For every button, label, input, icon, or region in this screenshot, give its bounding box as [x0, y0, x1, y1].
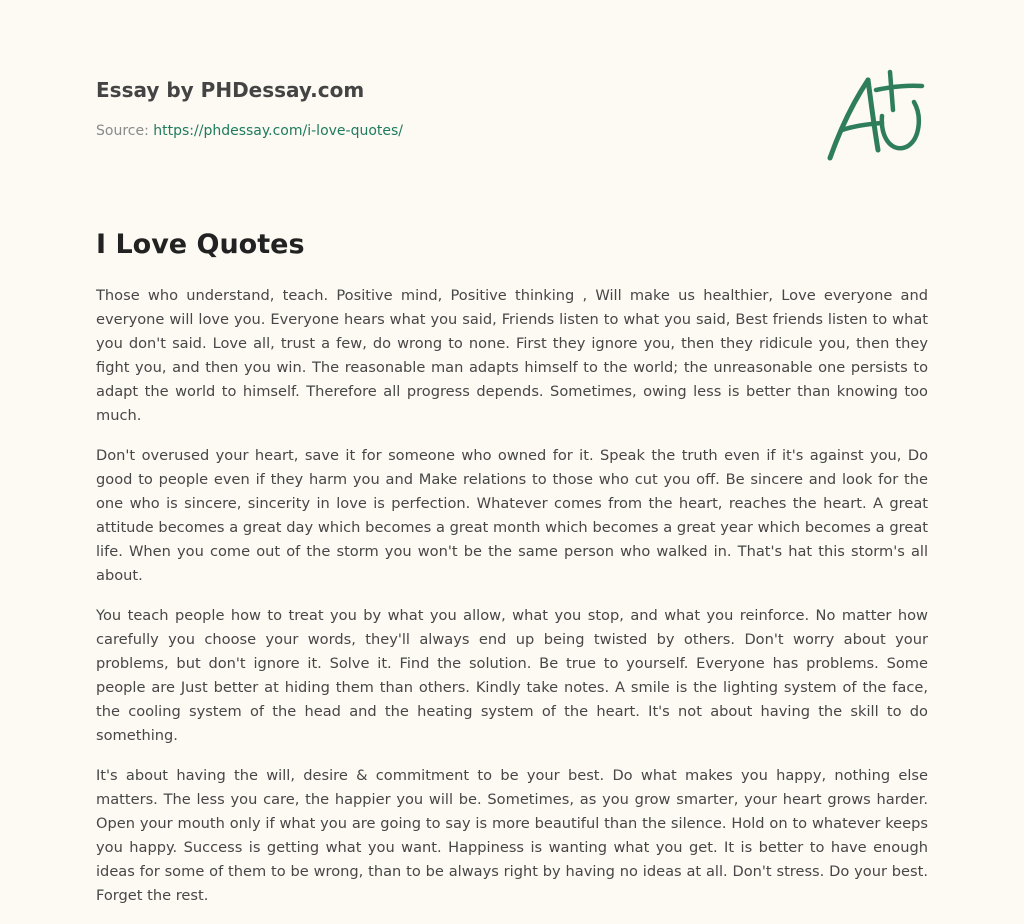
paragraph: You teach people how to treat you by what you allow, what you stop, and what you reinforce. No matter how carefully you choose your words, they'll always end up being twisted by others. Don't worry about your problems, but don't ignore it. Solve it. Find the solution. Be true to yourself. Everyone has problems. Some people are Just better at hiding them than others. Kindly take notes. A smile is the lighting system of the face, the cooling system of the head and the heating system of the heart. It's not about having the skill to do something. — [96, 607, 928, 744]
essay-title: I Love Quotes — [96, 229, 305, 260]
brand-title: Essay by PHDessay.com — [96, 78, 365, 102]
source-link[interactable]: https://phdessay.com/i-love-quotes/ — [153, 123, 404, 139]
paragraph: It's about having the will, desire & commitment to be your best. Do what makes you happy, nothing else matters. The less you care, the happier you will be. Sometimes, as you grow smarter, your heart grows harder. Open your mouth only if what you are going to say is more beautiful than the silence. Hold on to whatever keeps you happy. Success is getting what you want. Happiness is wanting what you get. It is better to have enough ideas for some of them to be wrong, than to be always right by having no ideas at all. Don't stress. Do your best. Forget the rest. — [96, 767, 928, 904]
paragraph: Don't overused your heart, save it for someone who owned for it. Speak the truth even if it's against you, Do good to people even if they harm you and Make relations to those who cut you off. Be sincere and look for the one who is sincere, sincerity in love is perfection. Whatever comes from the heart, reaches the heart. A great attitude becomes a great day which becomes a great month which becomes a great year which becomes a great life. When you come out of the storm you won't be the same person who walked in. That's hat this storm's all about. — [96, 447, 928, 584]
source-label: Source: — [96, 123, 149, 139]
essay-body — [96, 284, 928, 924]
document-header — [96, 76, 696, 140]
a-plus-grade-icon — [822, 68, 930, 166]
source-line — [96, 122, 696, 140]
paragraph: Those who understand, teach. Positive mind, Positive thinking , Will make us healthier, Love everyone and everyone will love you. Everyone hears what you said, Friends listen to what you said, Best friends listen to what you don't said. Love all, trust a few, do wrong to none. First they ignore you, then they ridicule you, then they fight you, and then you win. The reasonable man adapts himself to the world; the unreasonable one persists to adapt the world to himself. Therefore all progress depends. Sometimes, owing less is better than knowing too much. — [96, 287, 928, 424]
